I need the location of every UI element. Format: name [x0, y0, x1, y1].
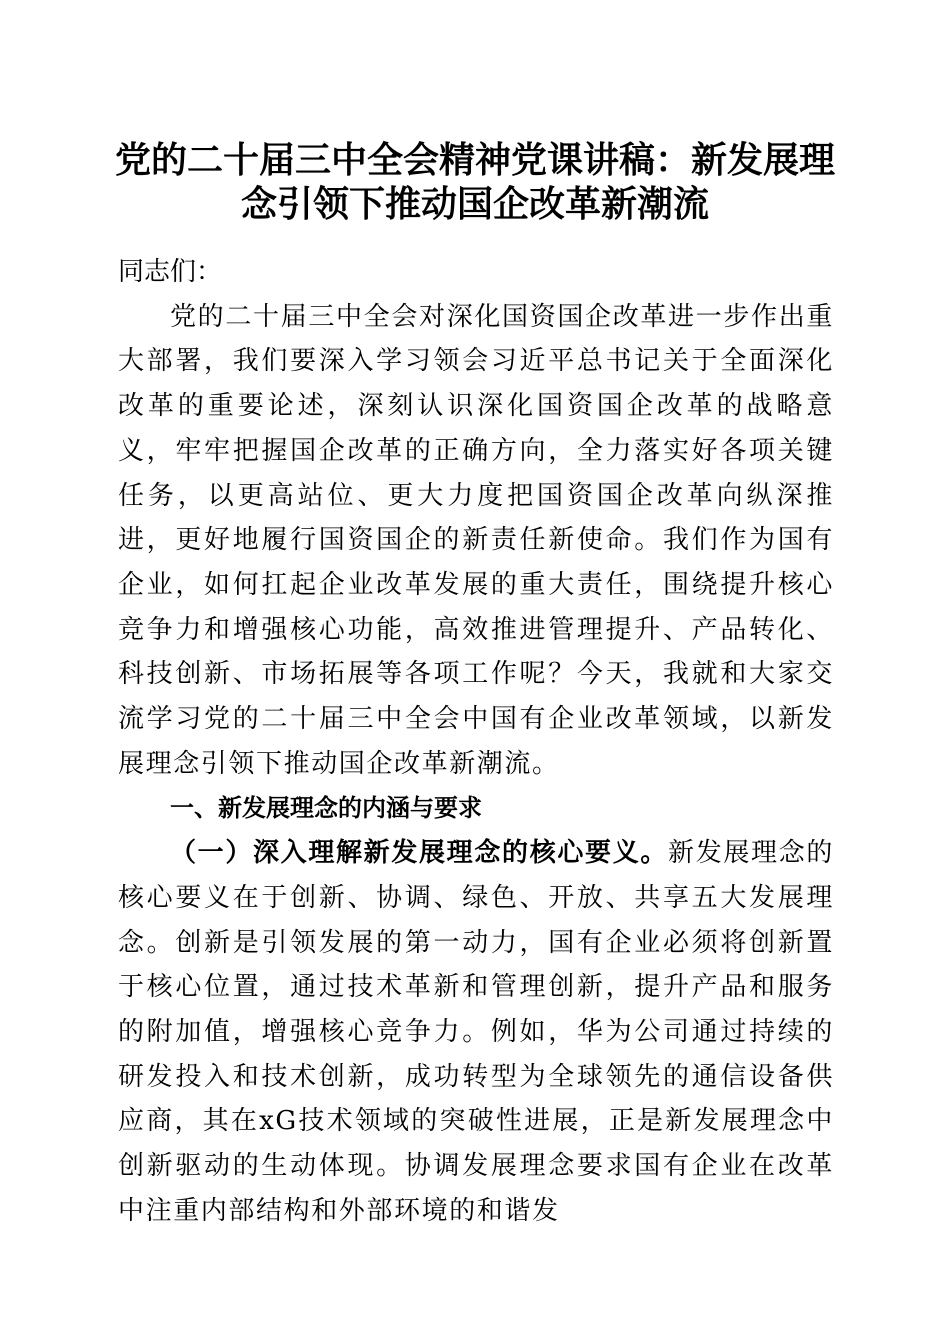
document-title: 党的二十届三中全会精神党课讲稿：新发展理念引领下推动国企改革新潮流 — [114, 139, 835, 225]
intro-paragraph: 党的二十届三中全会对深化国资国企改革进一步作出重大部署，我们要深入学习领会习近平总书记关于全面深化改革的重要论述，深刻认识深化国资国企改革的战略意义，牢牢把握国企改革的正确方向，全力落实好各项关键任务，以更高站位、更大力度把国资国企改革向纵深推进，更好地履行国资国企的新责任新使命。我们作为国有企业，如何扛起企业改革发展的重大责任，围绕提升核心竞争力和增强核心功能，高效推进管理提升、产品转化、科技创新、市场拓展等各项工作呢？今天，我就和大家交流学习党的二十届三中全会中国有企业改革领域，以新发展理念引领下推动国企改革新潮流。 — [118, 301, 834, 779]
document-body — [118, 250, 834, 1233]
salutation: 同志们： — [118, 257, 223, 287]
subsection-paragraph-1 — [118, 831, 834, 1233]
subsection-body-1: 新发展理念的核心要义在于创新、协调、绿色、开放、共享五大发展理念。创新是引领发展的第一动力，国有企业必须将创新置于核心位置，通过技术革新和管理创新，提升产品和服务的附加值，增强核心竞争力。例如，华为公司通过持续的研发投入和技术创新，成功转型为全球领先的通信设备供应商，其在xG技术领域的突破性进展，正是新发展理念中创新驱动的生动体现。协调发展理念要求国有企业在改革中注重内部结构和外部环境的和谐发 — [118, 838, 834, 1226]
subsection-title-1: （一）深入理解新发展理念的核心要义。 — [170, 838, 669, 869]
section-heading-1: 一、新发展理念的内涵与要求 — [170, 794, 482, 823]
